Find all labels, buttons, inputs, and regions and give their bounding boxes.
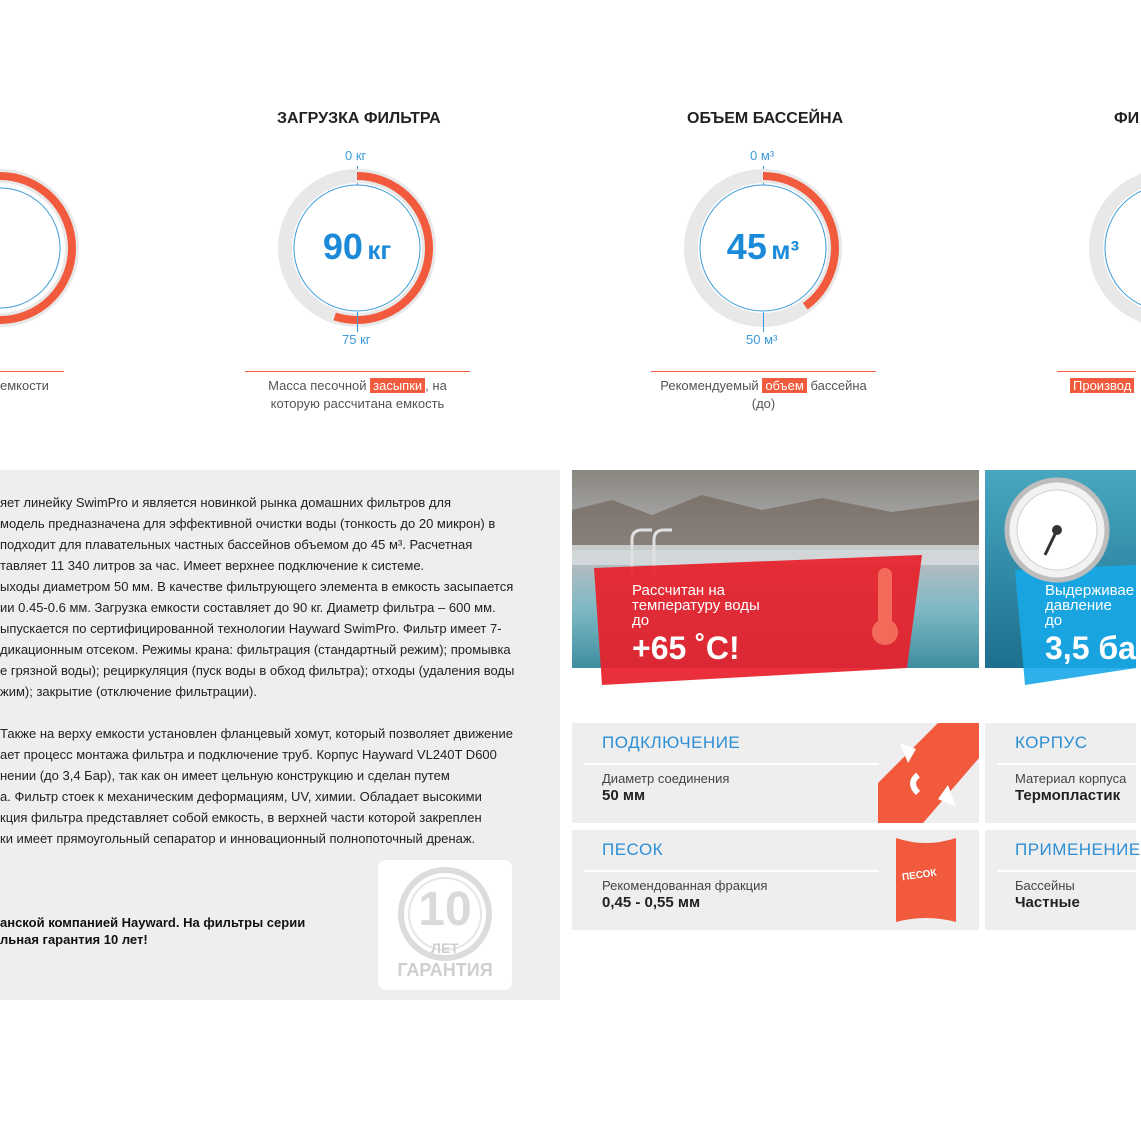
gauge-title: ЗАГРУЗКА ФИЛЬТРА — [277, 110, 441, 127]
gauge-max-tick — [357, 312, 358, 332]
description-line: е грязной воды); рециркуляция (пуск воды в обход фильтра); отходы (удаления воды — [0, 663, 515, 678]
warranty-number: 10 — [418, 883, 472, 936]
gauge-dial-0 — [0, 168, 80, 328]
spec-label: Материал корпуса — [1015, 771, 1127, 786]
warranty-unit: ЛЕТ — [431, 940, 459, 956]
description-line: ии 0.45-0.6 мм. Загрузка емкости составляет до 90 кг. Диаметр фильтра – 600 мм. — [0, 600, 496, 615]
spec-label: Рекомендованная фракция — [602, 878, 768, 893]
gauge-underline-3 — [1057, 371, 1136, 372]
description-line: ыпускается по сертифицированной технологии Hayward SwimPro. Фильтр имеет 7- — [0, 621, 502, 636]
highlight-word: засыпки — [370, 378, 425, 393]
description-line: дикационным отсеком. Режимы крана: фильтрация (стандартный режим); промывка — [0, 642, 511, 657]
spec-value: Частные — [1015, 894, 1080, 911]
warranty-note: льная гарантия 10 лет! — [0, 932, 148, 947]
spec-card-body — [985, 723, 1136, 823]
spec-divider — [997, 870, 1136, 872]
gauge-value: 45 м³ — [726, 226, 800, 267]
gauge-description-3 — [1070, 377, 1134, 395]
spec-title: ПРИМЕНЕНИЕ — [1015, 840, 1141, 859]
description-line: жим); закрытие (отключение фильтрации). — [0, 684, 257, 699]
gauge-min-label: 0 м³ — [750, 148, 775, 163]
description-line: кция фильтра представляет собой емкость, в верхней части которой закреплен — [0, 810, 482, 825]
spec-value: 0,45 - 0,55 мм — [602, 894, 701, 911]
promo-text-line: Рассчитан на — [632, 582, 725, 599]
spec-value: Термопластик — [1015, 787, 1121, 804]
promo-temperature — [572, 470, 979, 668]
sand-bag-label: ПЕСОК — [901, 867, 938, 884]
highlight-word: объем — [762, 378, 807, 393]
description-line: Также на верху емкости установлен фланцевый хомут, который позволяет движение — [0, 726, 513, 741]
gauge-title: ОБЪЕМ БАССЕЙНА — [687, 110, 844, 127]
description-line: модель предназначена для эффективной очистки воды (тонкость до 20 микрон) в — [0, 516, 496, 531]
gauge-max-label: 75 кг — [342, 332, 371, 347]
description-line: нении (до 3,4 Бар), так как он имеет цельную конструкцию и сделан путем — [0, 768, 450, 783]
promo-text-line: температуру воды — [632, 597, 760, 614]
promo-pressure — [985, 470, 1136, 668]
warranty-label: ГАРАНТИЯ — [397, 960, 493, 980]
gauge-description-0: емкости — [0, 378, 49, 393]
spec-divider — [584, 763, 879, 765]
spec-label: Диаметр соединения — [602, 771, 730, 786]
description-line: тавляет 11 340 литров за час. Имеет верхнее подключение к системе. — [0, 558, 425, 573]
gauge-value: 90 кг — [322, 226, 392, 267]
highlight-word: Производ — [1070, 378, 1134, 393]
gauge-underline-0 — [0, 371, 64, 372]
description-line: а. Фильтр стоек к механическим деформациям, UV, химии. Обладает высокими — [0, 789, 482, 804]
spec-title: ПЕСОК — [602, 840, 664, 859]
spec-card-sand — [572, 830, 979, 930]
gauge-description: Рекомендуемый объем бассейна (до) — [660, 378, 867, 411]
description-line: подходит для плавательных частных бассейнов объемом до 45 м³. Расчетная — [0, 537, 473, 552]
description-line: ыходы диаметром 50 мм. В качестве фильтрующего элемента в емкость засыпается — [0, 579, 514, 594]
promo-value: 3,5 ба — [1045, 630, 1136, 666]
description-line: ки имеет прямоугольный сепаратор и инновационный полнопоточный дренаж. — [0, 831, 476, 846]
gauge-description: Масса песочной засыпки , на которую рассчитана емкость — [268, 378, 447, 411]
spec-label: Бассейны — [1015, 878, 1075, 893]
gauge-title: ФИ — [1114, 110, 1140, 127]
gauge-underline — [245, 371, 470, 372]
pipe-icon — [878, 723, 979, 823]
spec-card-application — [985, 830, 1141, 930]
promo-text-line: до — [632, 612, 650, 629]
spec-card-connection — [572, 723, 979, 823]
description-line: ает процесс монтажа фильтра и подключение труб. Корпус Hayward VL240T D600 — [0, 747, 497, 762]
gauge-min-label: 0 кг — [345, 148, 367, 163]
spec-value: 50 мм — [602, 787, 646, 804]
gauge-underline — [651, 371, 876, 372]
description-line: яет линейку SwimPro и является новинкой рынка домашних фильтров для — [0, 495, 452, 510]
gauge-max-label: 50 м³ — [746, 332, 778, 347]
promo-text-line: до — [1045, 612, 1063, 629]
spec-divider — [997, 763, 1136, 765]
gauge-max-tick — [763, 312, 764, 332]
pressure-gauge-icon — [1007, 480, 1107, 580]
spec-divider — [584, 870, 879, 872]
spec-title: ПОДКЛЮЧЕНИЕ — [602, 733, 741, 752]
promo-text-line: Выдерживае — [1045, 582, 1135, 599]
promo-value: +65 ˚С! — [632, 630, 740, 666]
promo-text-line: давление — [1045, 597, 1112, 614]
spec-title: КОРПУС — [1015, 733, 1088, 752]
warranty-badge — [378, 860, 512, 990]
warranty-note: анской компанией Hayward. На фильтры серии — [0, 915, 306, 930]
gauge-dial-3 — [1088, 168, 1136, 328]
